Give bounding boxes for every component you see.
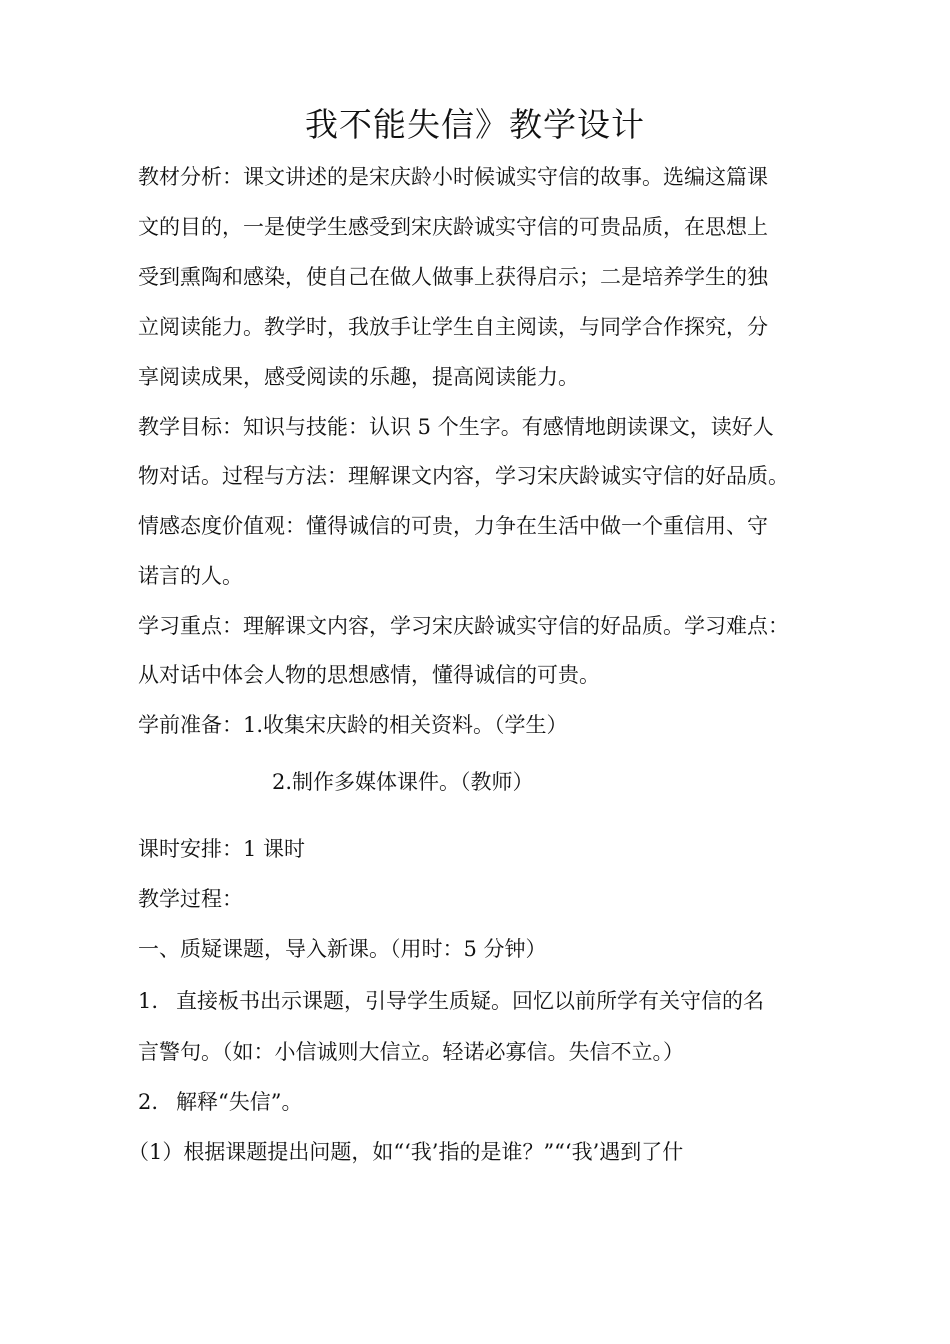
document-title: 我不能失信》教学设计 [305,105,645,144]
key-points-line-2: 从对话中体会人物的思想感情，懂得诚信的可贵。 [138,663,600,687]
key-points-line-1: 学习重点：理解课文内容，学习宋庆龄诚实守信的好品质。学习难点： [138,614,789,638]
process-heading: 教学过程： [138,887,243,911]
schedule-line: 课时安排：1 课时 [138,837,306,861]
goals-line-4: 诺言的人。 [138,564,243,588]
prep-line-2: 2.制作多媒体课件。（教师） [272,770,534,794]
item-2 [138,1087,302,1117]
goals-line-2: 物对话。过程与方法：理解课文内容，学习宋庆龄诚实守信的好品质。 [138,464,789,488]
section-1-heading: 一、质疑课题，导入新课。（用时：5 分钟） [138,937,547,961]
item-2-text: 解释“失信”。 [176,1090,303,1114]
item-1-number: 1. [138,989,159,1013]
item-1-text: 直接板书出示课题，引导学生质疑。回忆以前所学有关守信的名 [176,989,764,1013]
goals-line-3: 情感态度价值观：懂得诚信的可贵，力争在生活中做一个重信用、守 [138,514,768,538]
analysis-line-3: 受到熏陶和感染，使自己在做人做事上获得启示；二是培养学生的独 [138,265,768,289]
prep-line-1: 学前准备：1.收集宋庆龄的相关资料。（学生） [138,713,568,737]
analysis-line-5: 享阅读成果，感受阅读的乐趣，提高阅读能力。 [138,365,579,389]
goals-line-1: 教学目标：知识与技能：认识 5 个生字。有感情地朗读课文，读好人 [138,415,774,439]
item-2-number: 2. [138,1090,159,1114]
item-1-continuation: 言警句。（如：小信诚则大信立。轻诺必寡信。失信不立。） [138,1040,684,1064]
analysis-line-4: 立阅读能力。教学时，我放手让学生自主阅读，与同学合作探究，分 [138,315,768,339]
analysis-line-1: 教材分析：课文讲述的是宋庆龄小时候诚实守信的故事。选编这篇课 [138,165,768,189]
analysis-line-2: 文的目的，一是使学生感受到宋庆龄诚实守信的可贵品质，在思想上 [138,215,768,239]
item-1 [138,986,764,1016]
sub-item-1: （1）根据课题提出问题，如“‘我’指的是谁？”“‘我’遇到了什 [128,1140,684,1164]
